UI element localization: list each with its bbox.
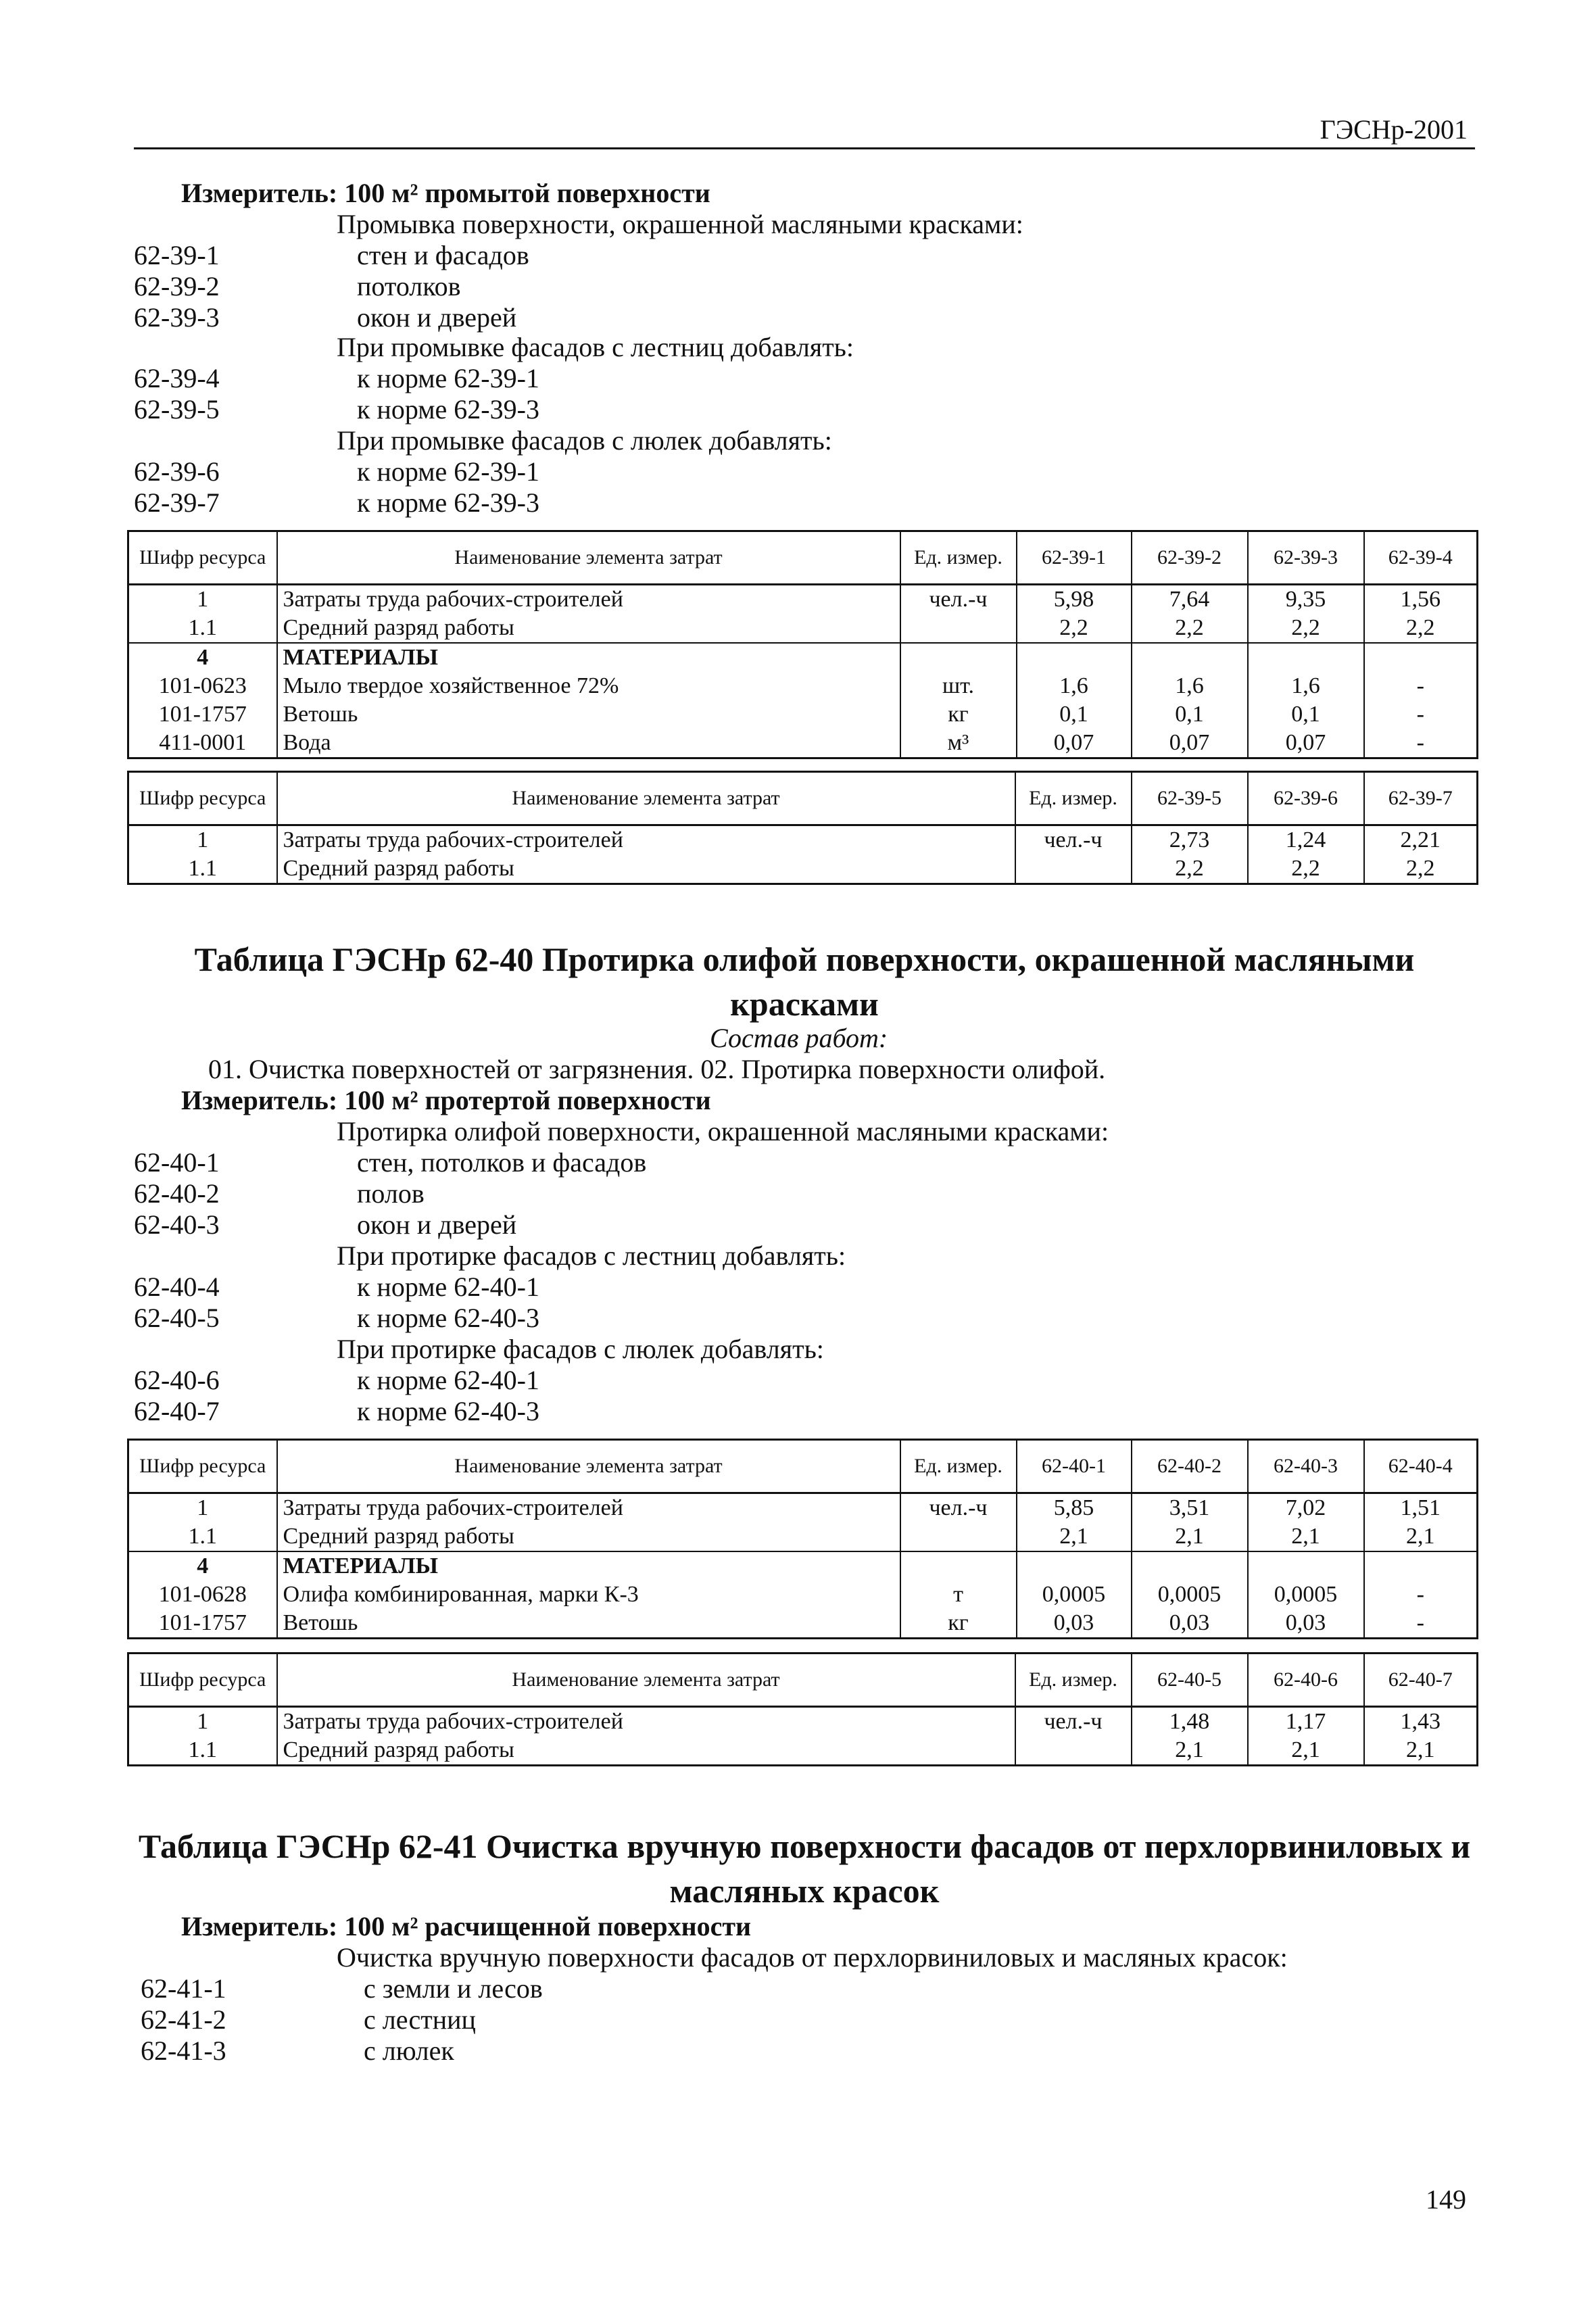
item-text: окон и дверей <box>357 1209 517 1240</box>
cell-code: 1.1 <box>128 1522 277 1551</box>
table-row <box>128 672 1478 700</box>
cell-value: 2,2 <box>1364 854 1478 884</box>
item-text: с земли и лесов <box>364 1973 543 2004</box>
cell-value <box>1132 1551 1248 1581</box>
cell-unit: чел.-ч <box>1015 825 1132 855</box>
cell-code: 101-1757 <box>128 1609 277 1639</box>
cell-value: 2,1 <box>1364 1736 1478 1766</box>
cell-value: - <box>1364 729 1478 758</box>
cell-name: Олифа комбинированная, марки К-3 <box>277 1581 900 1609</box>
cell-name: Вода <box>277 729 900 758</box>
cell-value: - <box>1364 1581 1478 1609</box>
cell-unit: шт. <box>900 672 1017 700</box>
table-row <box>128 1581 1478 1609</box>
table-header-row <box>128 1440 1478 1493</box>
item-code: 62-39-1 <box>134 240 220 270</box>
cell-unit: чел.-ч <box>900 585 1017 614</box>
cell-unit: кг <box>900 1609 1017 1639</box>
table-row <box>128 729 1478 758</box>
cell-value: 5,85 <box>1017 1493 1132 1523</box>
cell-name: Ветошь <box>277 1609 900 1639</box>
table-row <box>128 643 1478 672</box>
cell-name: Средний разряд работы <box>277 614 900 643</box>
sec41-measure: Измеритель: 100 м² расчищенной поверхности <box>181 1911 752 1941</box>
item-code: 62-40-1 <box>134 1147 220 1178</box>
cell-value: 2,2 <box>1132 854 1248 884</box>
col-header-shifr: Шифр ресурса <box>128 531 277 585</box>
cell-value <box>1248 1551 1364 1581</box>
col-header-shifr: Шифр ресурса <box>128 772 277 825</box>
cell-name: Средний разряд работы <box>277 854 1015 884</box>
cell-value: 0,03 <box>1017 1609 1132 1639</box>
sec41-intro: Очистка вручную поверхности фасадов от перхлорвиниловых и масляных красок: <box>337 1942 1288 1973</box>
cell-value: 0,0005 <box>1132 1581 1248 1609</box>
cell-name: Затраты труда рабочих-строителей <box>277 1707 1015 1737</box>
cell-value: 0,03 <box>1132 1609 1248 1639</box>
list-item <box>134 301 1418 333</box>
cell-value: 2,1 <box>1364 1522 1478 1551</box>
col-header-norm: 62-40-5 <box>1132 1654 1248 1707</box>
cell-unit: т <box>900 1581 1017 1609</box>
cell-code: 411-0001 <box>128 729 277 758</box>
item-code: 62-39-6 <box>134 456 220 487</box>
cell-value <box>1364 1551 1478 1581</box>
cell-unit <box>1015 1736 1132 1766</box>
col-header-norm: 62-39-5 <box>1132 772 1248 825</box>
table-row <box>128 1736 1478 1766</box>
col-header-norm: 62-39-1 <box>1017 531 1132 585</box>
cell-value: - <box>1364 700 1478 729</box>
cell-value: 2,1 <box>1248 1522 1364 1551</box>
col-header-shifr: Шифр ресурса <box>128 1440 277 1493</box>
item-code: 62-39-5 <box>134 394 220 425</box>
cell-value: 1,51 <box>1364 1493 1478 1523</box>
col-header-norm: 62-39-7 <box>1364 772 1478 825</box>
cell-value: 1,6 <box>1248 672 1364 700</box>
cell-value: 1,43 <box>1364 1707 1478 1737</box>
cell-unit <box>1015 854 1132 884</box>
col-header-name: Наименование элемента затрат <box>277 1440 900 1493</box>
table-row <box>128 1707 1478 1737</box>
cell-value: 2,73 <box>1132 825 1248 855</box>
col-header-name: Наименование элемента затрат <box>277 531 900 585</box>
sec39-measure: Измеритель: 100 м² промытой поверхности <box>181 178 710 208</box>
cell-name: Средний разряд работы <box>277 1522 900 1551</box>
item-text: с люлек <box>364 2035 454 2066</box>
table-row <box>128 1551 1478 1581</box>
cell-code: 1.1 <box>128 854 277 884</box>
col-header-norm: 62-40-1 <box>1017 1440 1132 1493</box>
table-row <box>128 825 1478 855</box>
col-header-norm: 62-40-6 <box>1248 1654 1364 1707</box>
table-header-row <box>128 531 1478 585</box>
table-row <box>128 854 1478 884</box>
table-row <box>128 614 1478 643</box>
item-code: 62-40-2 <box>134 1178 220 1209</box>
item-code: 62-39-4 <box>134 363 220 393</box>
cell-code: 1 <box>128 1493 277 1523</box>
document-code: ГЭСНр-2001 <box>1320 114 1468 145</box>
sec39-sub1: При промывке фасадов с лестниц добавлять: <box>337 332 854 362</box>
cell-value: 0,1 <box>1017 700 1132 729</box>
col-header-norm: 62-39-6 <box>1248 772 1364 825</box>
cell-value: 2,1 <box>1017 1522 1132 1551</box>
cell-code: 1.1 <box>128 614 277 643</box>
cell-code: 1.1 <box>128 1736 277 1766</box>
col-header-norm: 62-39-4 <box>1364 531 1478 585</box>
cell-unit: м³ <box>900 729 1017 758</box>
item-text: к норме 62-39-1 <box>357 363 539 393</box>
col-header-unit: Ед. измер. <box>1015 1654 1132 1707</box>
cell-value <box>1017 1551 1132 1581</box>
cell-value: 2,2 <box>1364 614 1478 643</box>
cell-value: 0,1 <box>1248 700 1364 729</box>
page-number: 149 <box>1426 2184 1466 2215</box>
item-code: 62-39-2 <box>134 271 220 301</box>
item-text: к норме 62-40-3 <box>357 1396 539 1426</box>
col-header-norm: 62-40-3 <box>1248 1440 1364 1493</box>
cell-unit <box>900 1551 1017 1581</box>
cell-unit: чел.-ч <box>900 1493 1017 1523</box>
header-rule <box>134 147 1475 149</box>
cell-code: 101-1757 <box>128 700 277 729</box>
cell-value: 5,98 <box>1017 585 1132 614</box>
cell-value: 3,51 <box>1132 1493 1248 1523</box>
cell-value: 2,2 <box>1248 614 1364 643</box>
cell-value: 2,2 <box>1132 614 1248 643</box>
item-code: 62-39-3 <box>134 302 220 333</box>
item-code: 62-40-7 <box>134 1396 220 1426</box>
sec40-title: Таблица ГЭСНр 62-40 Протирка олифой поверхности, окрашенной масляными красками <box>194 940 1415 1023</box>
cell-value: 1,6 <box>1017 672 1132 700</box>
sec40-sub1: При протирке фасадов с лестниц добавлять: <box>337 1240 846 1271</box>
col-header-name: Наименование элемента затрат <box>277 1654 1015 1707</box>
item-text: потолков <box>357 271 461 301</box>
col-header-unit: Ед. измер. <box>900 531 1017 585</box>
cell-name: МАТЕРИАЛЫ <box>277 643 900 672</box>
cell-code: 101-0623 <box>128 672 277 700</box>
cell-value: 2,21 <box>1364 825 1478 855</box>
cell-name: Затраты труда рабочих-строителей <box>277 1493 900 1523</box>
sec39-items <box>134 239 1418 333</box>
col-header-unit: Ед. измер. <box>1015 772 1132 825</box>
item-code: 62-40-5 <box>134 1303 220 1333</box>
table-header-row <box>128 772 1478 825</box>
cell-name: Затраты труда рабочих-строителей <box>277 585 900 614</box>
item-text: полов <box>357 1178 425 1209</box>
item-code: 62-40-4 <box>134 1272 220 1302</box>
cell-value: 1,24 <box>1248 825 1364 855</box>
sec41-title: Таблица ГЭСНр 62-41 Очистка вручную поверхности фасадов от перхлорвиниловых и масляных красок <box>138 1827 1471 1910</box>
cell-value: 1,56 <box>1364 585 1478 614</box>
item-text: с лестниц <box>364 2004 476 2035</box>
resource-table-39-2 <box>127 771 1478 885</box>
item-text: к норме 62-39-3 <box>357 487 539 518</box>
cell-code: 1 <box>128 825 277 855</box>
item-code: 62-41-3 <box>141 2035 226 2066</box>
cell-value: 0,07 <box>1132 729 1248 758</box>
item-code: 62-40-3 <box>134 1209 220 1240</box>
col-header-norm: 62-40-2 <box>1132 1440 1248 1493</box>
cell-name: Затраты труда рабочих-строителей <box>277 825 1015 855</box>
cell-unit: чел.-ч <box>1015 1707 1132 1737</box>
item-text: к норме 62-39-3 <box>357 394 539 425</box>
resource-table-39-1 <box>127 530 1478 759</box>
sec40-sub2: При протирке фасадов с люлек добавлять: <box>337 1334 824 1364</box>
cell-value: 0,0005 <box>1248 1581 1364 1609</box>
sec40-works: 01. Очистка поверхностей от загрязнения. 02. Протирка поверхности олифой. <box>208 1054 1106 1084</box>
cell-value: 0,07 <box>1248 729 1364 758</box>
cell-name: Ветошь <box>277 700 900 729</box>
cell-value: - <box>1364 1609 1478 1639</box>
cell-value <box>1364 643 1478 672</box>
cell-value: 0,07 <box>1017 729 1132 758</box>
item-text: к норме 62-40-1 <box>357 1365 539 1395</box>
table-row <box>128 1522 1478 1551</box>
col-header-norm: 62-39-2 <box>1132 531 1248 585</box>
cell-value: 0,1 <box>1132 700 1248 729</box>
cell-name: Мыло твердое хозяйственное 72% <box>277 672 900 700</box>
item-code: 62-41-2 <box>141 2004 226 2035</box>
cell-value: 2,2 <box>1017 614 1132 643</box>
item-code: 62-40-6 <box>134 1365 220 1395</box>
col-header-name: Наименование элемента затрат <box>277 772 1015 825</box>
table-row <box>128 1609 1478 1639</box>
cell-value: - <box>1364 672 1478 700</box>
cell-value <box>1248 643 1364 672</box>
cell-value: 7,02 <box>1248 1493 1364 1523</box>
item-text: окон и дверей <box>357 302 517 333</box>
cell-value: 1,17 <box>1248 1707 1364 1737</box>
list-item <box>134 270 1418 301</box>
cell-code: 4 <box>128 1551 277 1581</box>
cell-value: 2,1 <box>1132 1736 1248 1766</box>
table-header-row <box>128 1654 1478 1707</box>
item-text: стен и фасадов <box>357 240 529 270</box>
sec39-sub2: При промывке фасадов с люлек добавлять: <box>337 425 832 456</box>
cell-value: 1,6 <box>1132 672 1248 700</box>
col-header-norm: 62-40-4 <box>1364 1440 1478 1493</box>
table-row <box>128 1493 1478 1523</box>
cell-unit <box>900 1522 1017 1551</box>
list-item <box>134 239 1418 270</box>
cell-unit <box>900 643 1017 672</box>
col-header-norm: 62-39-3 <box>1248 531 1364 585</box>
item-text: к норме 62-40-1 <box>357 1272 539 1302</box>
sec39-intro: Промывка поверхности, окрашенной масляными красками: <box>337 209 1023 239</box>
cell-value <box>1132 643 1248 672</box>
resource-table-40-1 <box>127 1439 1478 1639</box>
cell-value: 2,1 <box>1132 1522 1248 1551</box>
cell-value: 0,0005 <box>1017 1581 1132 1609</box>
item-code: 62-39-7 <box>134 487 220 518</box>
cell-name: Средний разряд работы <box>277 1736 1015 1766</box>
cell-value: 7,64 <box>1132 585 1248 614</box>
resource-table-40-2 <box>127 1652 1478 1766</box>
table-row <box>128 585 1478 614</box>
cell-code: 4 <box>128 643 277 672</box>
cell-value: 1,48 <box>1132 1707 1248 1737</box>
cell-code: 1 <box>128 1707 277 1737</box>
sec40-intro: Протирка олифой поверхности, окрашенной масляными красками: <box>337 1116 1109 1147</box>
table-row <box>128 700 1478 729</box>
col-header-norm: 62-40-7 <box>1364 1654 1478 1707</box>
item-text: стен, потолков и фасадов <box>357 1147 647 1178</box>
cell-name: МАТЕРИАЛЫ <box>277 1551 900 1581</box>
item-text: к норме 62-40-3 <box>357 1303 539 1333</box>
cell-value: 2,1 <box>1248 1736 1364 1766</box>
cell-code: 101-0628 <box>128 1581 277 1609</box>
item-text: к норме 62-39-1 <box>357 456 539 487</box>
cell-unit <box>900 614 1017 643</box>
cell-value: 0,03 <box>1248 1609 1364 1639</box>
item-code: 62-41-1 <box>141 1973 226 2004</box>
cell-code: 1 <box>128 585 277 614</box>
cell-unit: кг <box>900 700 1017 729</box>
col-header-unit: Ед. измер. <box>900 1440 1017 1493</box>
cell-value: 2,2 <box>1248 854 1364 884</box>
cell-value: 9,35 <box>1248 585 1364 614</box>
sec40-sostav: Состав работ: <box>710 1023 888 1053</box>
sec40-measure: Измеритель: 100 м² протертой поверхности <box>181 1085 711 1115</box>
cell-value <box>1017 643 1132 672</box>
col-header-shifr: Шифр ресурса <box>128 1654 277 1707</box>
